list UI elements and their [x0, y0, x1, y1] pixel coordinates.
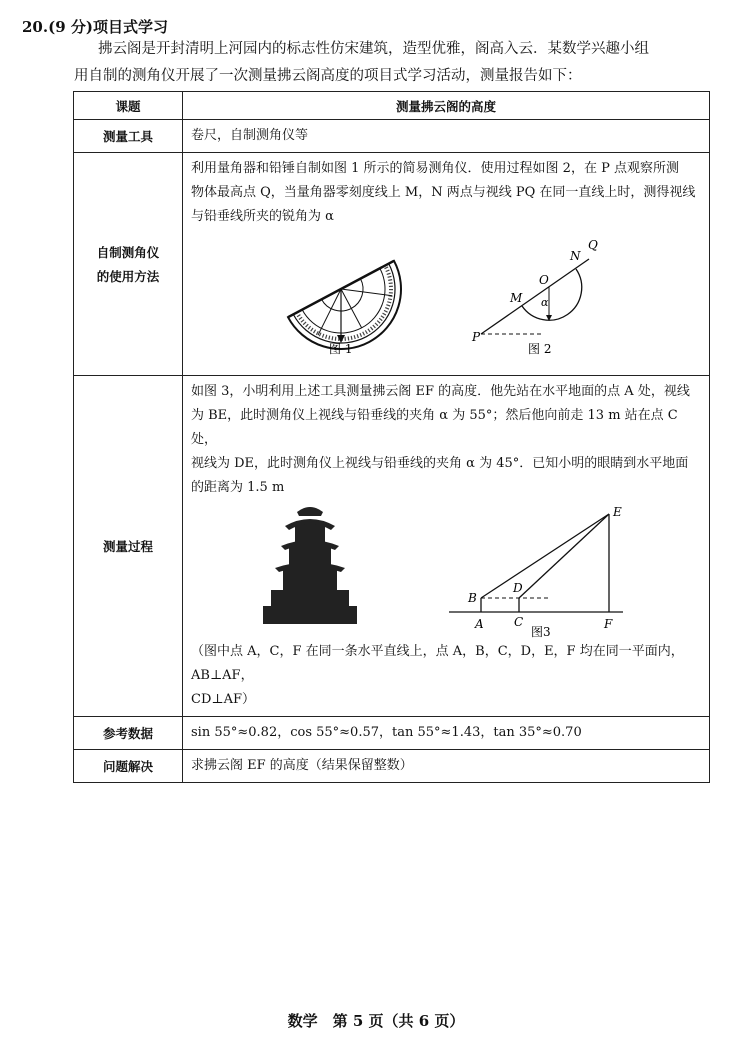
- point-label-D: D: [513, 581, 523, 595]
- intro-line-1: 拂云阁是开封清明上河园内的标志性仿宋建筑，造型优雅，阁高入云．某数学兴趣小组: [98, 41, 649, 57]
- process-figures: [191, 500, 701, 640]
- row-content-reference: sin 55°≈0.82，cos 55°≈0.57，tan 55°≈1.43，tan 35°≈0.70: [183, 717, 710, 750]
- method-label-line-1: 自制测角仪: [96, 245, 160, 260]
- question-type: 项目式学习: [92, 18, 168, 36]
- method-text-3: 与铅垂线所夹的锐角为 α: [191, 209, 334, 224]
- report-table: [73, 91, 710, 783]
- process-text-2: 为 BE，此时测角仪上视线与铅垂线的夹角 α 为 55°；然后他向前走 13 m 站在点 C 处，: [191, 408, 678, 447]
- point-label-F: F: [604, 617, 613, 631]
- process-note-2: CD⊥AF）: [191, 692, 256, 707]
- question-header: [22, 16, 168, 37]
- method-label-line-2: 的使用方法: [96, 269, 160, 284]
- point-label-M: M: [510, 291, 523, 305]
- row-content-problem: 求拂云阁 EF 的高度（结果保留整数）: [183, 750, 710, 783]
- figure-1-caption: 图 1: [329, 342, 353, 356]
- figure-2-caption: 图 2: [528, 342, 552, 356]
- figure-3-caption: 图3: [531, 625, 551, 639]
- point-label-B: B: [468, 591, 477, 605]
- row-label-problem: 问题解决: [74, 750, 183, 783]
- question-number: 20.: [22, 18, 49, 36]
- angle-label-alpha: α: [541, 296, 549, 309]
- table-row-title: [74, 92, 710, 120]
- row-content-method: [183, 153, 710, 376]
- point-label-C: C: [514, 615, 524, 629]
- row-label-tools: 测量工具: [74, 120, 183, 153]
- table-row-reference: [74, 717, 710, 750]
- table-row-method: [74, 153, 710, 376]
- intro-line-2: 用自制的测角仪开展了一次测量拂云阁高度的项目式学习活动，测量报告如下：: [74, 68, 582, 84]
- process-text-3: 视线为 DE，此时测角仪上视线与铅垂线的夹角 α 为 45°．已知小明的眼睛到水平地面: [191, 456, 689, 471]
- table-row-problem: [74, 750, 710, 783]
- point-label-Q: Q: [588, 238, 598, 252]
- table-row-tools: [74, 120, 710, 153]
- row-content-title: 测量拂云阁的高度: [183, 92, 710, 120]
- process-note-1: （图中点 A，C，F 在同一条水平直线上，点 A，B，C，D，E，F 均在同一平面内，AB⊥AF，: [191, 644, 684, 683]
- pagoda-image: [263, 507, 357, 624]
- row-label-method: [74, 153, 183, 376]
- row-label-reference: 参考数据: [74, 717, 183, 750]
- process-text-1: 如图 3，小明利用上述工具测量拂云阁 EF 的高度．他先站在水平地面的点 A 处，视线: [191, 384, 690, 399]
- row-label-title: 课题: [74, 92, 183, 120]
- point-label-P: P: [472, 330, 481, 344]
- method-text-1: 利用量角器和铅锤自制如图 1 所示的简易测角仪．使用过程如图 2，在 P 点观察所测: [191, 161, 679, 176]
- point-label-O: O: [539, 273, 549, 287]
- row-content-process: [183, 376, 710, 717]
- method-text-2: 物体最高点 Q，当量角器零刻度线上 M，N 两点与视线 PQ 在同一直线上时，测得视线: [191, 185, 696, 200]
- row-content-tools: 卷尺，自制测角仪等: [183, 120, 710, 153]
- question-score: (9 分): [48, 18, 93, 36]
- point-label-A: A: [475, 617, 484, 631]
- point-label-E: E: [613, 505, 622, 519]
- table-row-process: [74, 376, 710, 717]
- process-text-4: 的距离为 1.5 m: [191, 480, 285, 495]
- point-label-N: N: [570, 249, 581, 263]
- page-footer: 数学 第 5 页（共 6 页）: [287, 1012, 465, 1030]
- figure-1-protractor: [288, 261, 422, 357]
- row-label-process: 测量过程: [74, 376, 183, 717]
- figure-2: [471, 238, 598, 344]
- method-figures: [191, 229, 701, 357]
